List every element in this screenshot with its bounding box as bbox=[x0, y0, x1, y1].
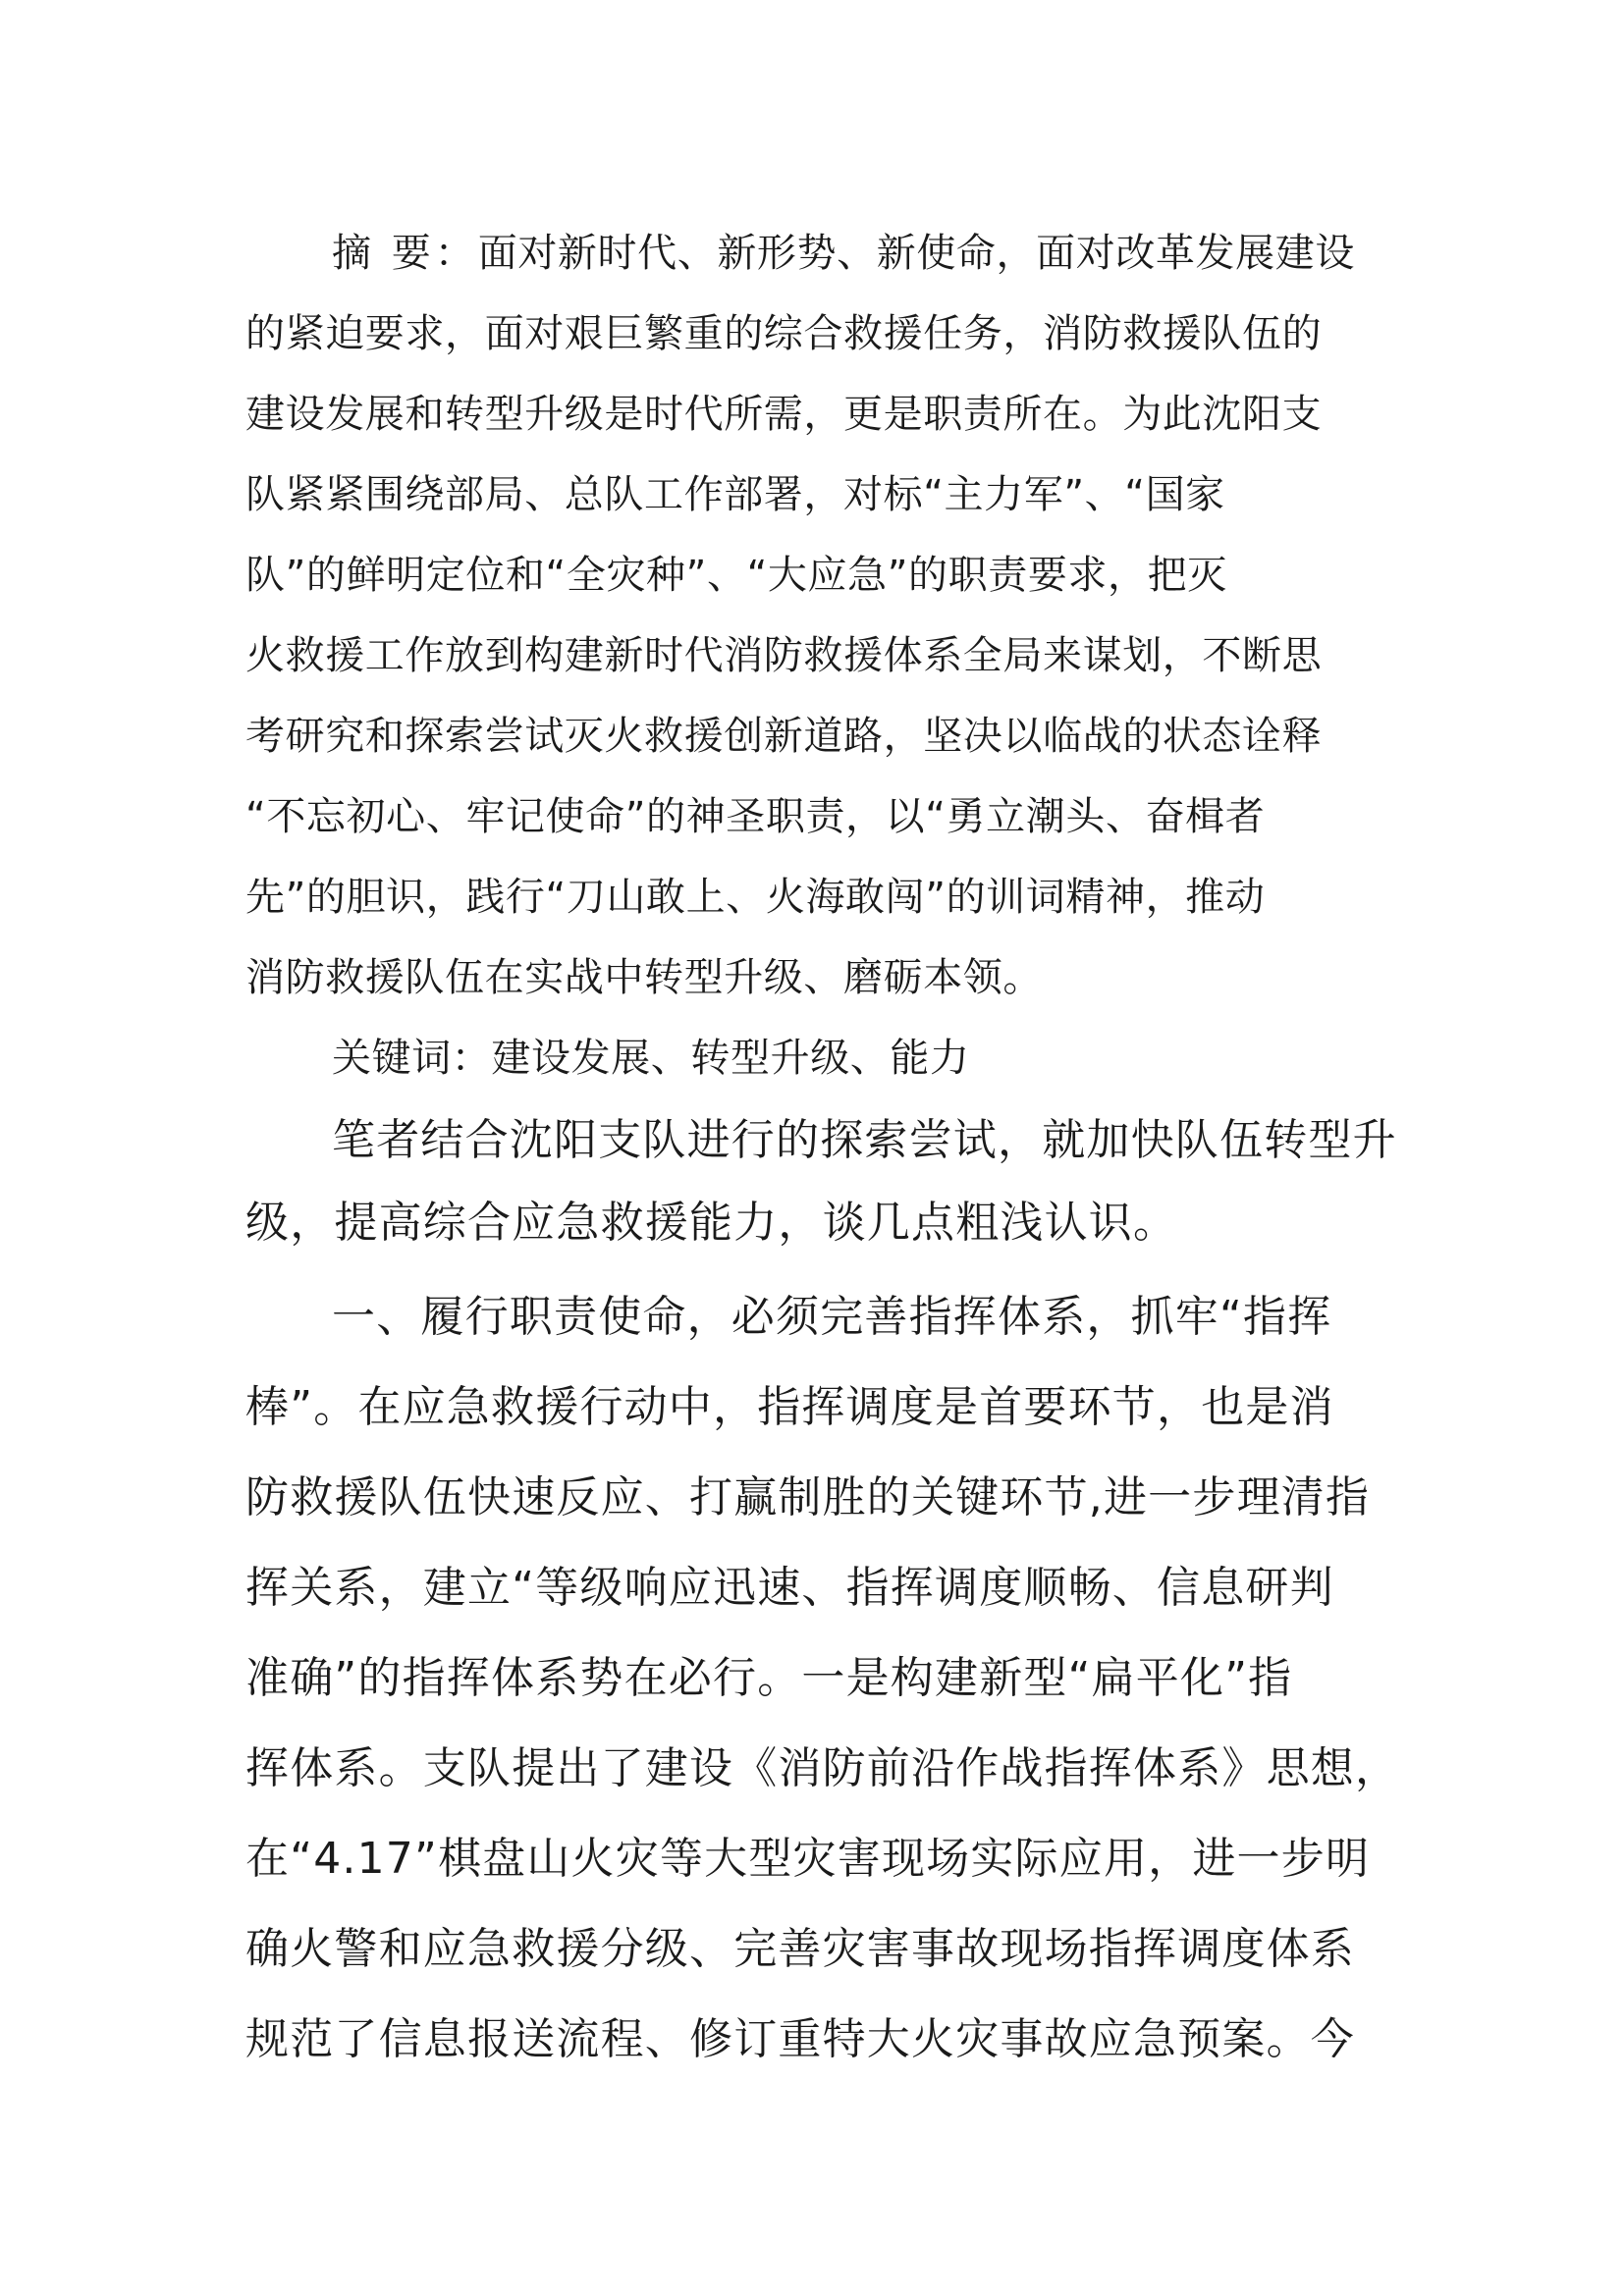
section1-line-2: 棒”。在应急救援行动中，指挥调度是首要环节，也是消 bbox=[245, 1382, 1334, 1432]
abstract-line-2: 的紧迫要求，面对艰巨繁重的综合救援任务，消防救援队伍的 bbox=[245, 311, 1323, 356]
abstract-label: 摘 要： bbox=[332, 231, 478, 276]
section1-line-9: 规范了信息报送流程、修订重特大火灾事故应急预案。今 bbox=[245, 2014, 1355, 2064]
abstract-line-7: 考研究和探索尝试灭火救援创新道路，坚决以临战的状态诠释 bbox=[245, 714, 1323, 759]
abstract-line-10: 消防救援队伍在实战中转型升级、磨砺本领。 bbox=[245, 955, 1043, 1000]
abstract-line-5: 队”的鲜明定位和“全灾种”、“大应急”的职责要求，把灭 bbox=[245, 553, 1227, 598]
keywords-line: 关键词：建设发展、转型升级、能力 bbox=[332, 1036, 970, 1081]
section1-line-3: 防救援队伍快速反应、打赢制胜的关键环节,进一步理清指 bbox=[245, 1472, 1371, 1522]
abstract-line-8: “不忘初心、牢记使命”的神圣职责，以“勇立潮头、奋楫者 bbox=[245, 794, 1266, 839]
abstract-line-4: 队紧紧围绕部局、总队工作部署，对标“主力军”、“国家 bbox=[245, 472, 1225, 517]
intro-line-2: 级，提高综合应急救援能力，谈几点粗浅认识。 bbox=[245, 1198, 1178, 1248]
section1-line-7: 在“4.17”棋盘山火灾等大型灾害现场实际应用，进一步明 bbox=[245, 1834, 1371, 1884]
abstract-line-6: 火救援工作放到构建新时代消防救援体系全局来谋划，不断思 bbox=[245, 633, 1323, 678]
abstract-line-1 bbox=[332, 231, 1384, 276]
intro-line-1: 笔者结合沈阳支队进行的探索尝试，就加快队伍转型升 bbox=[332, 1115, 1397, 1165]
section1-line-6: 挥体系。支队提出了建设《消防前沿作战指挥体系》思想， bbox=[245, 1743, 1400, 1793]
abstract-text: 面对新时代、新形势、新使命，面对改革发展建设 bbox=[477, 231, 1355, 276]
section1-line-8: 确火警和应急救援分级、完善灾害事故现场指挥调度体系 bbox=[245, 1924, 1355, 1974]
section1-line-1: 一、履行职责使命，必须完善指挥体系，抓牢“指挥 bbox=[332, 1292, 1332, 1342]
section1-line-4: 挥关系，建立“等级响应迅速、指挥调度顺畅、信息研判 bbox=[245, 1563, 1334, 1613]
abstract-line-3: 建设发展和转型升级是时代所需，更是职责所在。为此沈阳支 bbox=[245, 392, 1323, 437]
abstract-line-9: 先”的胆识，践行“刀山敢上、火海敢闯”的训词精神，推动 bbox=[245, 875, 1266, 920]
section1-line-5: 准确”的指挥体系势在必行。一是构建新型“扁平化”指 bbox=[245, 1653, 1293, 1703]
